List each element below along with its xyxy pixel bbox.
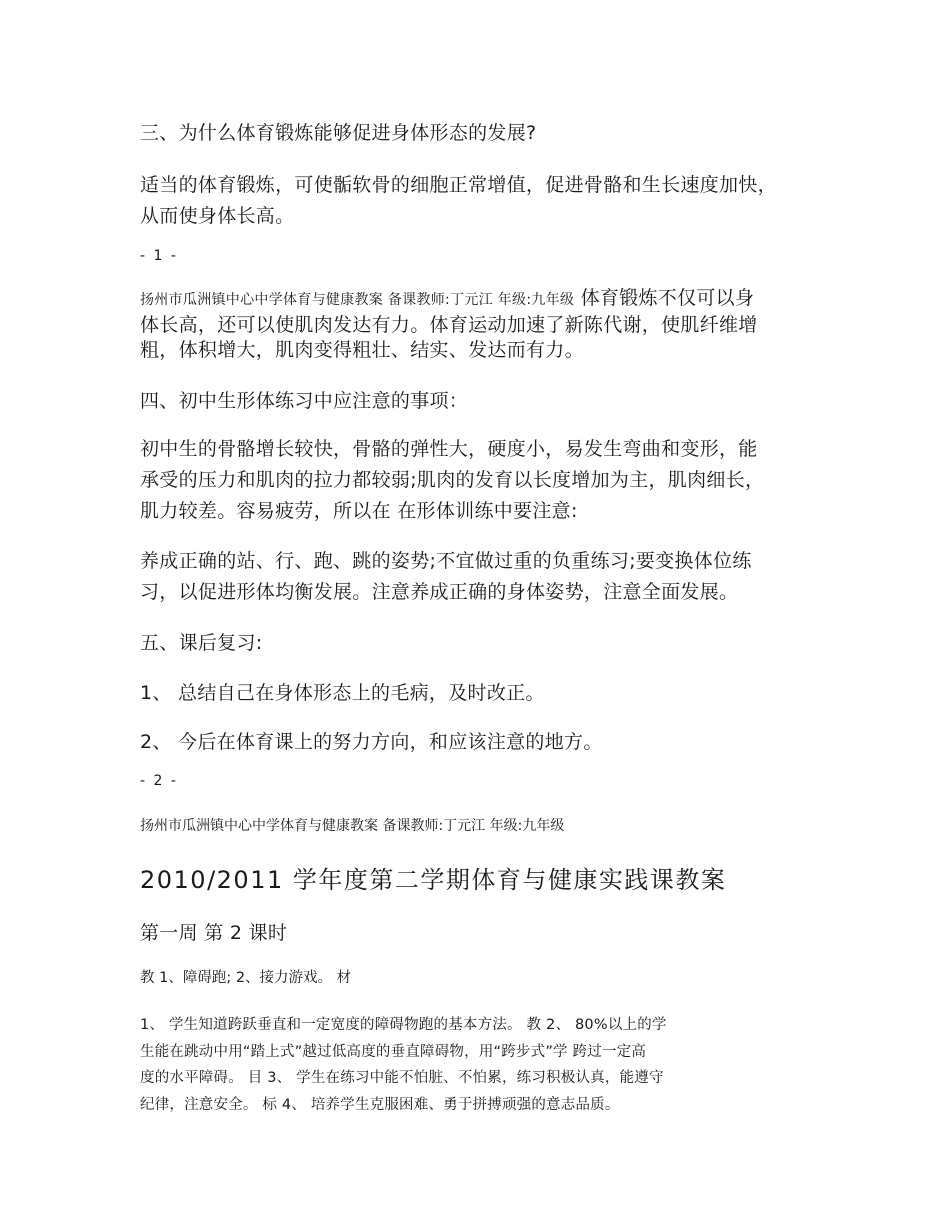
text-line: 生能在跳动中用“踏上式”越过低高度的垂直障碍物，用“跨步式”学 跨过一定高 xyxy=(140,1043,647,1060)
text-line: 肌力较差。容易疲劳，所以在 在形体训练中要注意: xyxy=(140,500,578,522)
materials-line: 教 1、障碍跑; 2、接力游戏。 材 xyxy=(140,970,352,986)
list-item: 1、 总结自己在身体形态上的毛病，及时改正。 xyxy=(140,682,545,704)
text-line: 养成正确的站、行、跑、跳的姿势;不宜做过重的负重练习;要变换体位练 xyxy=(140,550,752,572)
section3-paragraph xyxy=(140,170,777,232)
school-info-header: 扬州市瓜洲镇中心中学体育与健康教案 备课教师:丁元江 年级:九年级 xyxy=(140,292,575,308)
text-line: 习，以促进形体均衡发展。注意养成正确的身体姿势，注意全面发展。 xyxy=(140,581,739,603)
text-line: 纪律，注意安全。 标 4、 培养学生克服困难、勇于拼搏顽强的意志品质。 xyxy=(140,1096,620,1113)
text-line: 初中生的骨骼增长较快，骨骼的弹性大，硬度小，易发生弯曲和变形，能 xyxy=(140,438,758,460)
list-item: 2、 今后在体育课上的努力方向，和应该注意的地方。 xyxy=(140,731,603,753)
text-line xyxy=(140,286,758,313)
section4-paragraph-1 xyxy=(140,434,764,527)
text-line: 1、 学生知道跨跃垂直和一定宽度的障碍物跑的基本方法。 教 2、 80%以上的学 xyxy=(140,1017,667,1033)
page-number-2: - 2 - xyxy=(140,773,178,789)
section5-heading: 五、课后复习: xyxy=(140,632,263,654)
page-number-1: - 1 - xyxy=(140,248,178,264)
page-title: 2010/2011 学年度第二学期体育与健康实践课教案 xyxy=(140,866,727,894)
header-1-paragraph xyxy=(140,286,758,363)
text-line: 度的水平障碍。 目 3、 学生在练习中能不怕脏、不怕累，练习积极认真，能遵守 xyxy=(140,1070,664,1086)
section4-heading: 四、初中生形体练习中应注意的事项： xyxy=(140,390,469,412)
week-label: 第一周 第 2 课时 xyxy=(140,922,288,944)
text-line: 承受的压力和肌肉的拉力都较弱;肌肉的发育以长度增加为主，肌肉细长， xyxy=(140,469,765,491)
text-line: 从而使身体长高。 xyxy=(140,205,295,227)
school-info-header: 扬州市瓜洲镇中心中学体育与健康教案 备课教师:丁元江 年级:九年级 xyxy=(140,818,565,834)
objectives-paragraph xyxy=(140,1012,667,1118)
section3-heading: 三、为什么体育锻炼能够促进身体形态的发展? xyxy=(140,122,537,144)
text-line: 适当的体育锻炼，可使骺软骨的细胞正常增值，促进骨骼和生长速度加快， xyxy=(140,174,777,196)
continued-text: 体育锻炼不仅可以身 xyxy=(580,287,755,309)
section4-paragraph-2 xyxy=(140,546,752,608)
text-line: 粗，体积增大，肌肉变得粗壮、结实、发达而有力。 xyxy=(140,339,584,361)
text-line: 体长高，还可以使肌肉发达有力。体育运动加速了新陈代谢，使肌纤维增 xyxy=(140,314,758,336)
